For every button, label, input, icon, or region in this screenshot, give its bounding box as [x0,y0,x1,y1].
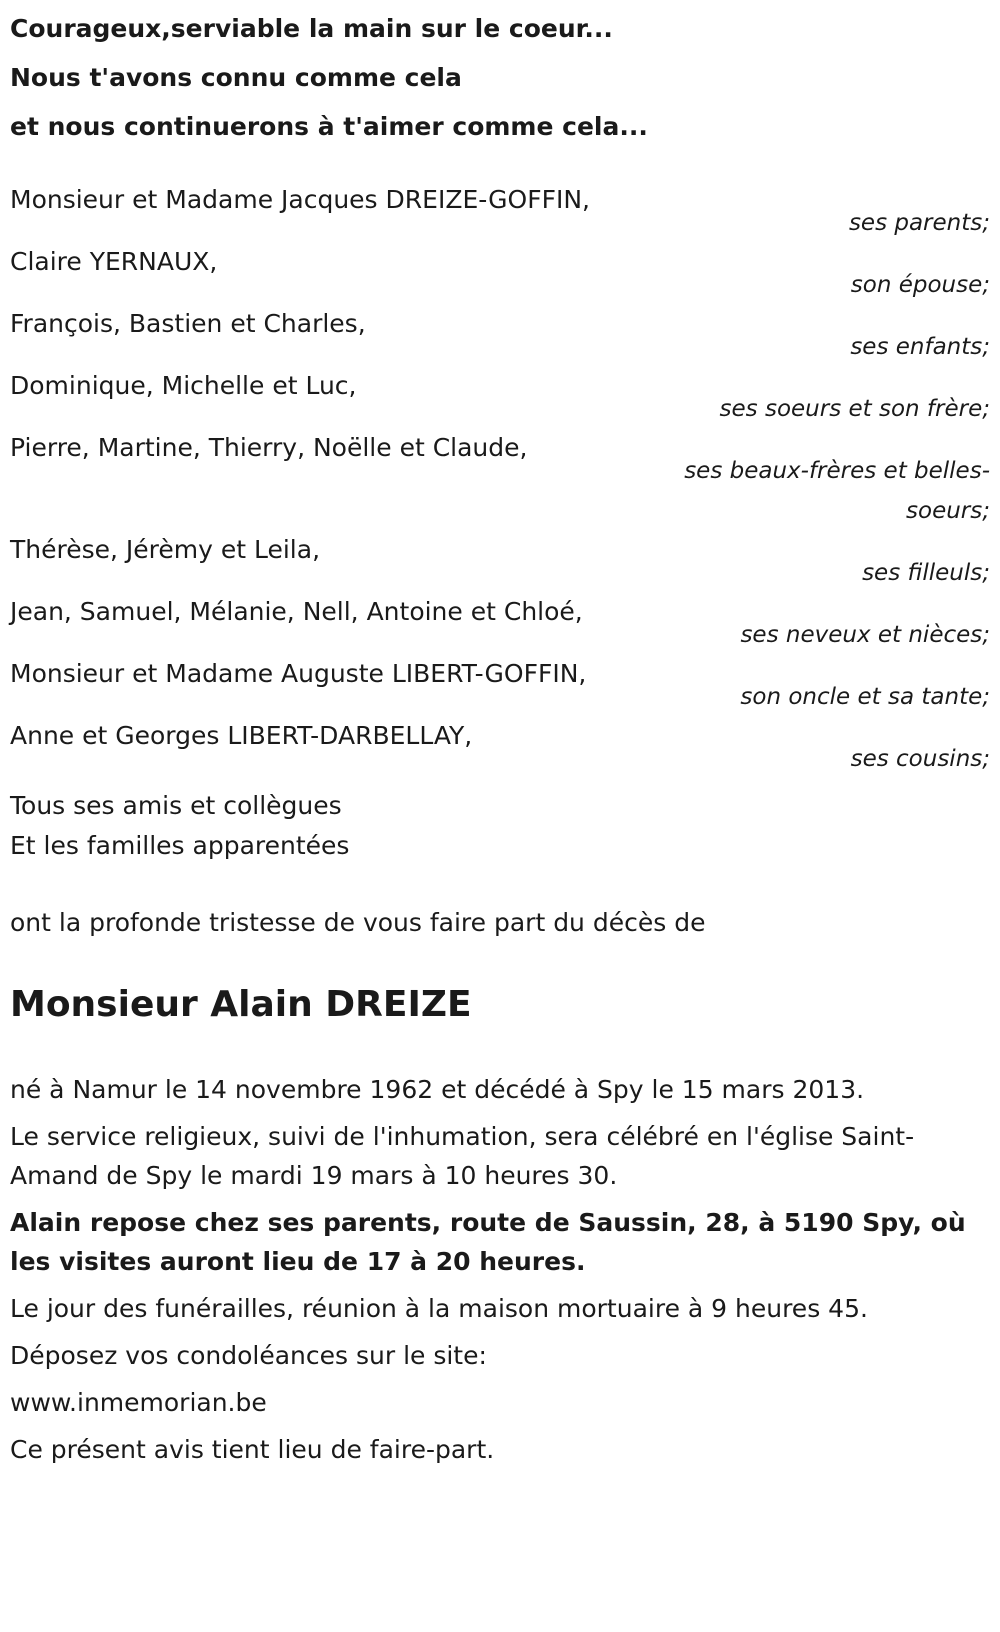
visits-text: Alain repose chez ses parents, route de Saussin, 28, à 5190 Spy, où les visites auront lieu de 17 à 20 heures. [10,1208,966,1276]
family-name: Anne et Georges LIBERT-DARBELLAY, [10,721,473,750]
family-name: Dominique, Michelle et Luc, [10,371,357,400]
condolences-text: Déposez vos condoléances sur le site: [10,1341,487,1370]
deceased-name: Monsieur Alain DREIZE [10,984,472,1025]
family-entry-parents [10,180,990,243]
family-entry-nephews-nieces [10,592,990,655]
intro-verse [10,0,990,151]
family-entry-godchildren [10,530,990,593]
friends-line: Tous ses amis et collègues [10,791,342,820]
website-text: www.inmemorian.be [10,1388,267,1417]
family-name: Jean, Samuel, Mélanie, Nell, Antoine et Chloé, [10,597,583,626]
family-relation: ses cousins; [850,746,990,772]
family-relation: ses enfants; [850,334,990,360]
service-text: Le service religieux, suivi de l'inhumation, sera célébré en l'église Saint-Amand de Spy le mardi 19 mars à 10 heures 30. [10,1122,915,1190]
family-relation: ses soeurs et son frère; [719,396,990,422]
birth-death-text: né à Namur le 14 novembre 1962 et décédé à Spy le 15 mars 2013. [10,1075,865,1104]
family-entry-spouse [10,242,990,305]
notice-text: Ce présent avis tient lieu de faire-part. [10,1435,495,1464]
others-block [10,786,990,866]
obituary-notice [10,0,990,1477]
family-name: Claire YERNAUX, [10,247,218,276]
family-entry-in-laws [10,428,990,531]
family-relation: ses beaux-frères et belles-soeurs; [684,458,990,524]
family-list [10,180,990,779]
intro-line-2: Nous t'avons connu comme cela [10,63,462,92]
family-relation: son oncle et sa tante; [740,684,990,710]
funeral-day-text: Le jour des funérailles, réunion à la maison mortuaire à 9 heures 45. [10,1294,868,1323]
details-block [10,1070,990,1469]
family-entry-children [10,304,990,367]
family-relation: ses neveux et nièces; [740,622,990,648]
announcement-text: ont la profonde tristesse de vous faire part du décès de [10,908,706,937]
family-relation: ses parents; [848,210,990,236]
family-name: Monsieur et Madame Jacques DREIZE-GOFFIN, [10,185,591,214]
family-relation: ses filleuls; [862,560,990,586]
family-entry-cousins [10,716,990,779]
family-entry-uncle-aunt [10,654,990,717]
family-entry-siblings [10,366,990,429]
family-name: François, Bastien et Charles, [10,309,366,338]
family-name: Thérèse, Jérèmy et Leila, [10,535,321,564]
intro-line-1: Courageux,serviable la main sur le coeur... [10,14,613,43]
family-name: Monsieur et Madame Auguste LIBERT-GOFFIN, [10,659,587,688]
family-relation: son épouse; [850,272,990,298]
family-name: Pierre, Martine, Thierry, Noëlle et Claude, [10,433,528,462]
relatives-line: Et les familles apparentées [10,831,350,860]
intro-line-3: et nous continuerons à t'aimer comme cela... [10,112,648,141]
